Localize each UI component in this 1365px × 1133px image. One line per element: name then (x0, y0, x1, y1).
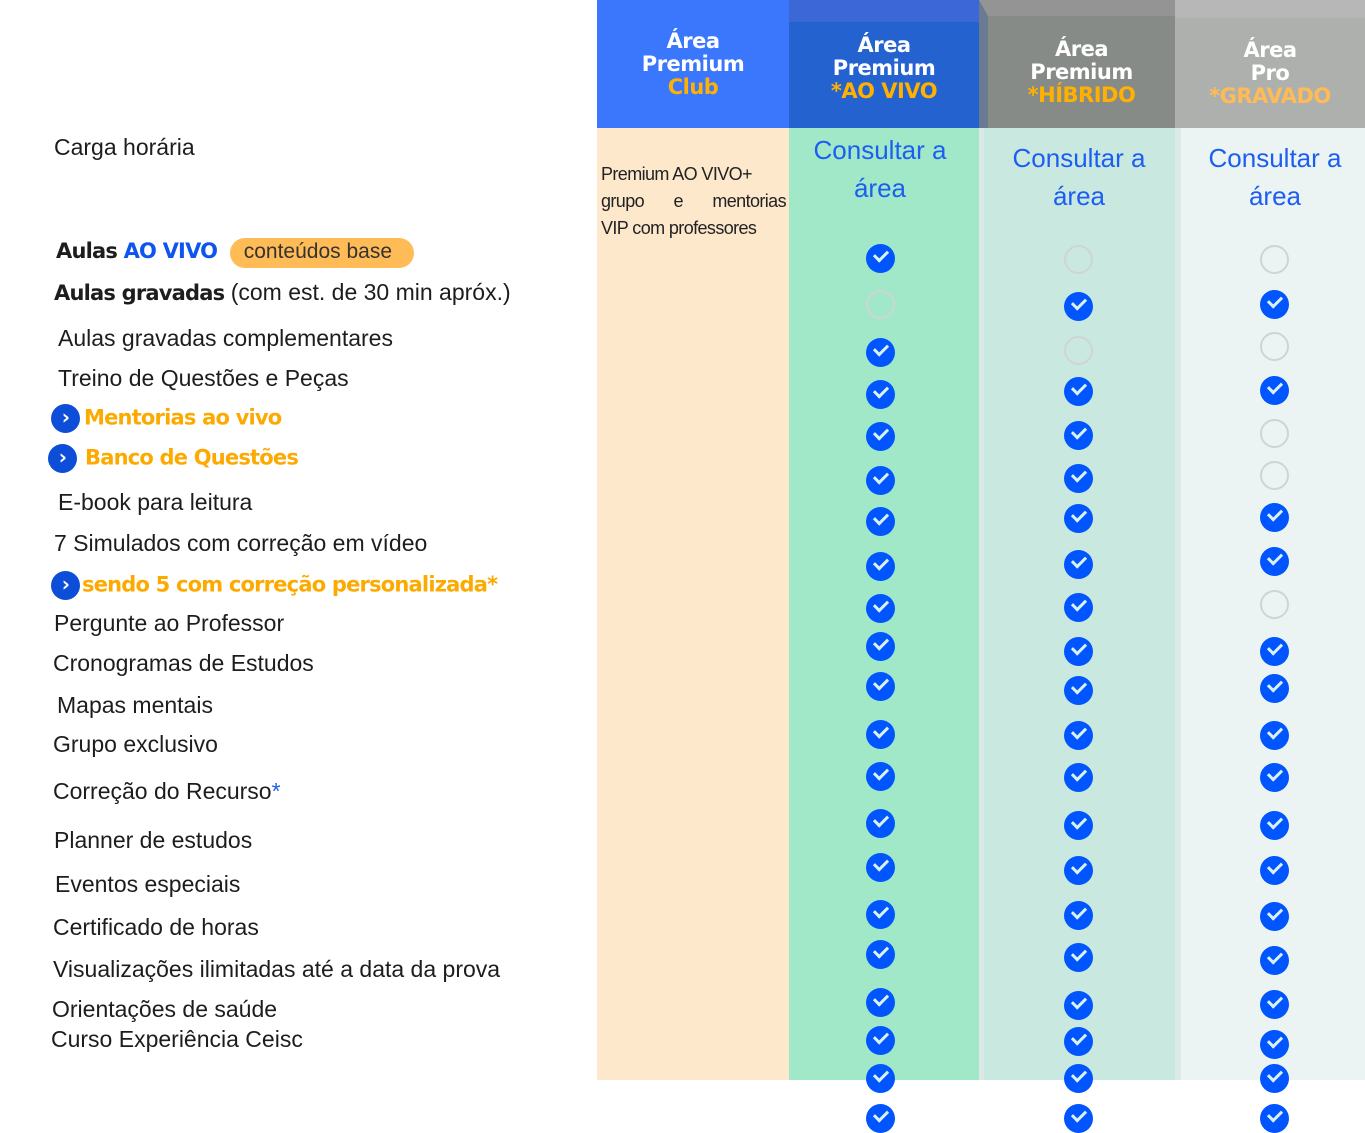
feature-text: Banco de Questões (85, 445, 299, 470)
check-circle-icon (866, 1026, 895, 1055)
consult-link-ao-vivo[interactable] (789, 131, 971, 207)
check-circle-icon (1064, 721, 1093, 750)
plan-title-line1: Área (857, 32, 911, 57)
check-circle-icon (866, 720, 895, 749)
consult-text: Consultar a (1208, 143, 1342, 173)
check-circle-icon (1064, 593, 1093, 622)
feature-recurso (53, 778, 281, 805)
check-circle-icon (1260, 547, 1289, 576)
feature-certificado: Certificado de horas (53, 914, 259, 940)
check-circle-icon (866, 672, 895, 701)
empty-circle-icon (1260, 590, 1289, 619)
check-circle-icon (866, 988, 895, 1017)
check-circle-icon (1064, 991, 1093, 1020)
feature-eventos: Eventos especiais (55, 871, 241, 897)
check-circle-icon (1064, 943, 1093, 972)
feature-simulados: 7 Simulados com correção em vídeo (54, 530, 428, 556)
check-circle-icon (1064, 763, 1093, 792)
check-circle-icon (866, 900, 895, 929)
feature-aulas-complementares: Aulas gravadas complementares (58, 325, 393, 351)
feature-text: Correção do Recurso (53, 778, 272, 804)
empty-circle-icon (1064, 336, 1093, 365)
check-circle-icon (1064, 901, 1093, 930)
feature-banco (48, 444, 298, 473)
check-circle-icon (1064, 1027, 1093, 1056)
feature-ebook: E-book para leitura (58, 489, 253, 515)
feature-experiencia: Curso Experiência Ceisc (51, 1026, 303, 1052)
check-circle-icon (866, 1064, 895, 1093)
consult-link-gravado[interactable] (1181, 139, 1365, 215)
plan-title-line1: Área (1243, 37, 1297, 62)
check-circle-icon (1260, 763, 1289, 792)
chevron-right-icon: › (51, 571, 80, 600)
check-circle-icon (866, 507, 895, 536)
feature-carga-horaria: Carga horária (54, 134, 195, 160)
check-circle-icon (1064, 856, 1093, 885)
club-description-line: Premium AO VIVO+ (601, 164, 752, 184)
plan-accent: *GRAVADO (1209, 83, 1331, 108)
check-circle-icon (866, 422, 895, 451)
feature-mentorias (51, 404, 281, 433)
empty-circle-icon (1260, 332, 1289, 361)
club-column (597, 128, 789, 1080)
check-circle-icon (1260, 1104, 1289, 1133)
club-description-line: VIP com professores (601, 218, 757, 238)
check-circle-icon (1260, 674, 1289, 703)
empty-circle-icon (1260, 245, 1289, 274)
check-circle-icon (1260, 721, 1289, 750)
check-circle-icon (1260, 503, 1289, 532)
feature-grupo: Grupo exclusivo (53, 731, 218, 757)
check-circle-icon (1260, 811, 1289, 840)
plan-title-line2: Pro (1250, 60, 1290, 85)
check-circle-icon (1064, 504, 1093, 533)
check-circle-icon (1064, 377, 1093, 406)
club-description-line: grupo e mentorias (601, 191, 786, 211)
feature-visualizacoes: Visualizações ilimitadas até a data da prova (53, 956, 501, 982)
check-circle-icon (1260, 1064, 1289, 1093)
feature-text: Mentorias ao vivo (84, 405, 282, 430)
check-circle-icon (866, 594, 895, 623)
chevron-right-icon: › (51, 404, 80, 433)
plan-title-line2: Premium (641, 51, 745, 76)
feature-cronogramas: Cronogramas de Estudos (53, 650, 314, 676)
check-circle-icon (1064, 676, 1093, 705)
plan-header-club[interactable] (597, 0, 789, 128)
check-circle-icon (1260, 902, 1289, 931)
consult-text: Consultar a (813, 135, 947, 165)
check-circle-icon (866, 244, 895, 273)
check-circle-icon (866, 853, 895, 882)
feature-planner: Planner de estudos (54, 827, 253, 853)
plan-title-line1: Área (1054, 36, 1109, 61)
check-circle-icon (1260, 856, 1289, 885)
check-circle-icon (1260, 990, 1289, 1019)
check-circle-icon (1064, 421, 1093, 450)
check-circle-icon (1064, 637, 1093, 666)
feature-highlight: AO VIVO (123, 239, 218, 263)
check-circle-icon (866, 552, 895, 581)
feature-note: (com est. de 30 min apróx.) (230, 279, 511, 305)
check-circle-icon (1260, 637, 1289, 666)
check-circle-icon (866, 338, 895, 367)
chevron-right-icon: › (48, 444, 77, 473)
plan-accent: *HÍBRIDO (1027, 82, 1136, 107)
plan-title-line2: Premium (1030, 59, 1133, 84)
consult-text: área (853, 173, 907, 203)
consult-link-hibrido[interactable] (984, 139, 1174, 215)
check-circle-icon (866, 466, 895, 495)
plan-accent: *AO VIVO (830, 78, 938, 103)
check-circle-icon (866, 762, 895, 791)
feature-correcao-personalizada (51, 571, 497, 600)
footnote-star: * (271, 778, 281, 804)
plan-title-line1: Área (666, 28, 720, 53)
empty-circle-icon (1064, 245, 1093, 274)
check-circle-icon (1260, 376, 1289, 405)
plan-header-hibrido[interactable] (979, 0, 1175, 128)
feature-text: Aulas (56, 239, 118, 263)
feature-treino: Treino de Questões e Peças (58, 365, 349, 391)
empty-circle-icon (866, 290, 895, 319)
check-circle-icon (866, 380, 895, 409)
feature-aulas-ao-vivo (56, 238, 414, 268)
check-circle-icon (1064, 1064, 1093, 1093)
consult-text: área (1052, 181, 1106, 211)
plan-title-line2: Premium (832, 55, 936, 80)
feature-aulas-gravadas (54, 279, 511, 306)
feature-pergunte: Pergunte ao Professor (54, 610, 285, 636)
plan-header-ao-vivo[interactable] (789, 0, 979, 128)
check-circle-icon (1064, 464, 1093, 493)
consult-text: área (1248, 181, 1302, 211)
feature-text: sendo 5 com correção personalizada* (82, 572, 498, 597)
check-circle-icon (1064, 550, 1093, 579)
check-circle-icon (866, 1104, 895, 1133)
plan-header-gravado[interactable] (1175, 0, 1365, 128)
content-badge: conteúdos base (230, 238, 414, 268)
empty-circle-icon (1260, 461, 1289, 490)
check-circle-icon (1260, 290, 1289, 319)
check-circle-icon (1064, 292, 1093, 321)
plan-accent: Club (667, 74, 719, 99)
empty-circle-icon (1260, 419, 1289, 448)
feature-saude: Orientações de saúde (52, 996, 278, 1022)
feature-text: Aulas gravadas (54, 281, 225, 305)
check-circle-icon (1064, 1104, 1093, 1133)
check-circle-icon (866, 632, 895, 661)
check-circle-icon (1064, 811, 1093, 840)
feature-mapas: Mapas mentais (57, 692, 213, 718)
check-circle-icon (866, 940, 895, 969)
consult-text: Consultar a (1012, 143, 1146, 173)
check-circle-icon (866, 809, 895, 838)
club-description (601, 161, 786, 242)
check-circle-icon (1260, 1030, 1289, 1059)
check-circle-icon (1260, 946, 1289, 975)
